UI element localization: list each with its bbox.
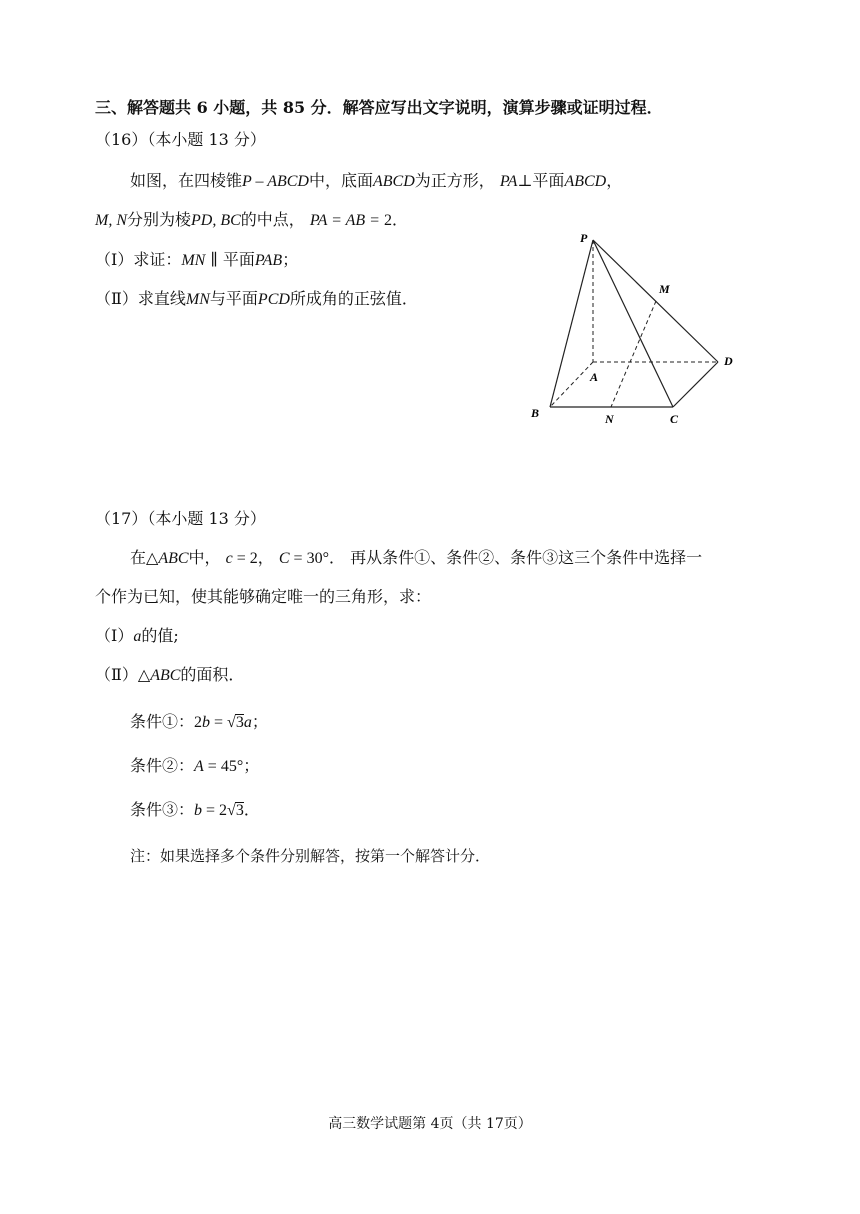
section-heading: 三、解答题共 6 小题，共 85 分．解答应写出文字说明，演算步骤或证明过程． bbox=[95, 98, 663, 117]
q16-intro-line1: 如图，在四棱锥P – ABCD中，底面ABCD为正方形， PA⊥平面ABCD， bbox=[130, 171, 623, 190]
q17-condition-1: 条件①：2b = √3a； bbox=[130, 712, 268, 731]
q16-intro-line2: M, N分别为棱PD, BC的中点， PA = AB = 2． bbox=[95, 210, 408, 229]
label-A: A bbox=[590, 370, 599, 384]
q17-line2: 个作为已知，使其能够确定唯一的三角形，求： bbox=[95, 587, 432, 606]
q16-part1: （Ⅰ）求证：MN ∥ 平面PAB； bbox=[95, 250, 299, 269]
pyramid-figure bbox=[520, 225, 750, 435]
label-D: D bbox=[724, 354, 733, 368]
label-P: P bbox=[580, 231, 588, 245]
q17-condition-2: 条件②：A = 45°； bbox=[130, 756, 260, 775]
q17-part1: （Ⅰ）a的值; bbox=[95, 626, 179, 645]
q16-header: （16）（本小题 13 分） bbox=[95, 130, 266, 149]
label-M: M bbox=[659, 282, 670, 296]
label-B: B bbox=[531, 406, 540, 420]
label-C: C bbox=[670, 412, 679, 426]
q17-note: 注：如果选择多个条件分别解答，按第一个解答计分． bbox=[130, 847, 491, 865]
q17-condition-3: 条件③：b = 2√3． bbox=[130, 800, 260, 819]
q16-part2: （Ⅱ）求直线MN与平面PCD所成角的正弦值． bbox=[95, 289, 418, 308]
label-N: N bbox=[605, 412, 614, 426]
q17-line1: 在△ABC中， c = 2， C = 30°． 再从条件①、条件②、条件③这三个条件中选择一 bbox=[130, 548, 703, 567]
q17-header: （17）（本小题 13 分） bbox=[95, 509, 266, 528]
q17-part2: （Ⅱ）△ABC的面积． bbox=[95, 665, 245, 684]
page-footer: 高三数学试题第 4页（共 17页） bbox=[328, 1116, 532, 1132]
